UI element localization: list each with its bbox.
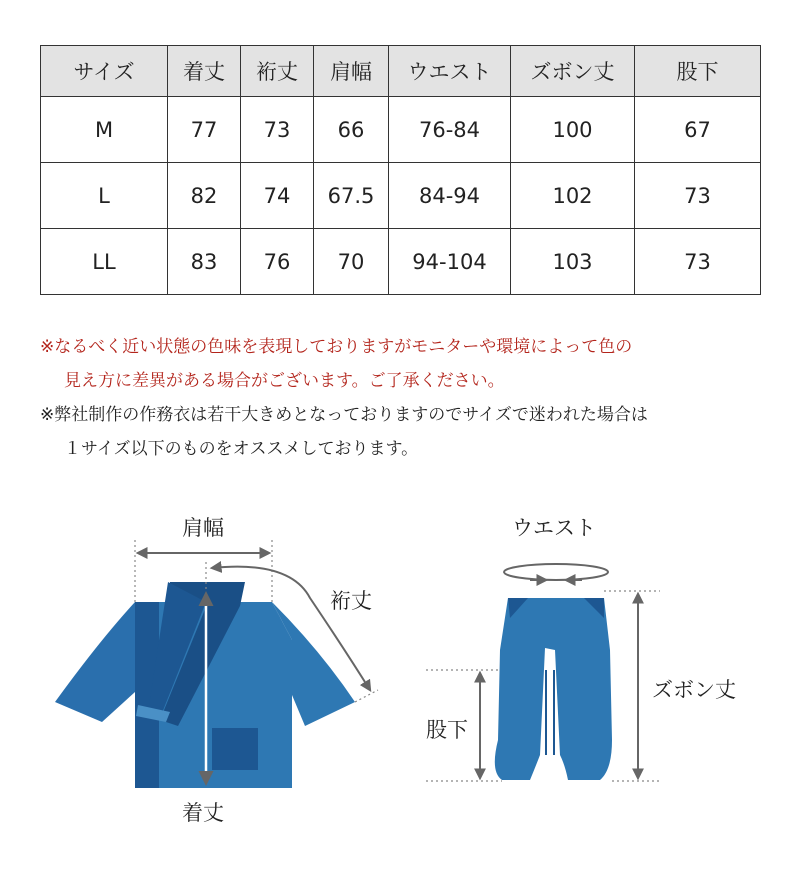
jacket-pocket xyxy=(212,728,258,770)
size-table xyxy=(40,45,761,295)
table-cell: 73 xyxy=(635,163,761,229)
table-cell: 76-84 xyxy=(389,97,511,163)
table-cell: 100 xyxy=(511,97,635,163)
sleeve-label: 裄丈 xyxy=(330,589,372,613)
inseam-label: 股下 xyxy=(426,718,468,742)
table-cell: 103 xyxy=(511,229,635,295)
table-cell: 102 xyxy=(511,163,635,229)
size-note-line2: １サイズ以下のものをオススメしております。 xyxy=(64,439,419,459)
jacket-left-sleeve xyxy=(55,602,135,722)
waist-label: ウエスト xyxy=(512,516,596,540)
notes-section xyxy=(40,330,780,466)
table-row xyxy=(41,229,761,295)
color-note-line2: 見え方に差異がある場合がございます。ご了承ください。 xyxy=(64,371,505,391)
table-cell: 66 xyxy=(314,97,389,163)
table-cell: 83 xyxy=(168,229,241,295)
table-cell: LL xyxy=(41,229,168,295)
table-cell: 74 xyxy=(241,163,314,229)
measurement-diagram xyxy=(0,490,800,882)
header-waist: ウエスト xyxy=(389,46,511,97)
table-cell: 94-104 xyxy=(389,229,511,295)
header-length: 着丈 xyxy=(168,46,241,97)
table-header-row xyxy=(41,46,761,97)
table-cell: 84-94 xyxy=(389,163,511,229)
table-cell: 67.5 xyxy=(314,163,389,229)
pants-length-label: ズボン丈 xyxy=(652,678,736,702)
table-cell: 67 xyxy=(635,97,761,163)
jacket-length-label: 着丈 xyxy=(182,801,224,825)
table-cell: 77 xyxy=(168,97,241,163)
color-note-line1: ※なるべく近い状態の色味を表現しておりますがモニターや環境によって色の xyxy=(40,337,633,357)
pants-illustration xyxy=(495,598,612,780)
header-sleeve: 裄丈 xyxy=(241,46,314,97)
table-cell: 70 xyxy=(314,229,389,295)
waist-ring xyxy=(504,564,608,580)
header-pants-length: ズボン丈 xyxy=(511,46,635,97)
table-cell: 73 xyxy=(635,229,761,295)
table-cell: 73 xyxy=(241,97,314,163)
table-row xyxy=(41,97,761,163)
table-cell: L xyxy=(41,163,168,229)
table-cell: 76 xyxy=(241,229,314,295)
table-cell: 82 xyxy=(168,163,241,229)
header-size: サイズ xyxy=(41,46,168,97)
shoulder-label: 肩幅 xyxy=(182,516,224,540)
size-note-line1: ※弊社制作の作務衣は若干大きめとなっておりますのでサイズで迷われた場合は xyxy=(40,405,648,425)
table-cell: M xyxy=(41,97,168,163)
header-shoulder: 肩幅 xyxy=(314,46,389,97)
table-row xyxy=(41,163,761,229)
header-inseam: 股下 xyxy=(635,46,761,97)
